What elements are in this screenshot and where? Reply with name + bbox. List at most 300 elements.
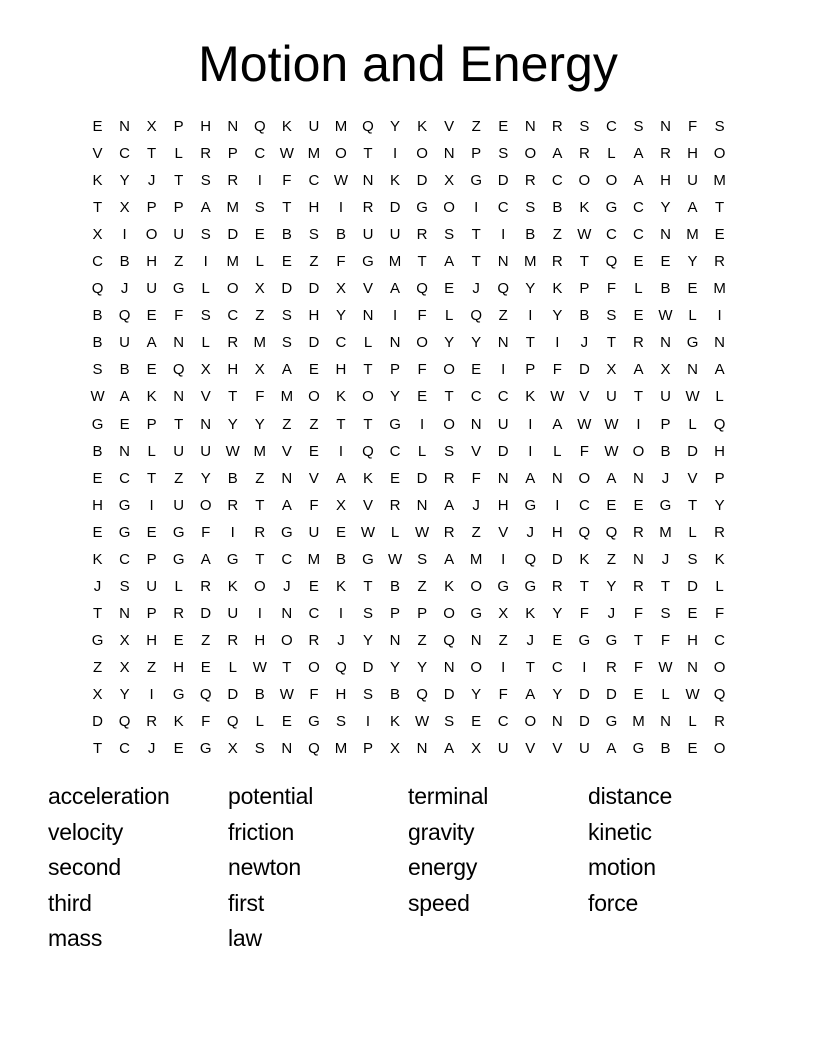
grid-letter: N xyxy=(470,631,482,649)
grid-letter: H xyxy=(687,145,698,163)
grid-letter: R xyxy=(227,334,239,352)
grid-letter: E xyxy=(714,226,725,244)
grid-letter: P xyxy=(146,199,157,217)
grid-letter: E xyxy=(390,469,401,487)
grid-letter: Z xyxy=(552,226,562,244)
grid-letter: G xyxy=(605,631,618,649)
word-list-item: second xyxy=(48,854,121,880)
word-list-item: kinetic xyxy=(588,818,652,845)
grid-letter: I xyxy=(528,307,533,325)
grid-letter: L xyxy=(363,334,373,352)
grid-letter: G xyxy=(172,550,185,568)
grid-letter: T xyxy=(282,658,292,676)
grid-letter: N xyxy=(281,469,293,487)
word-list-item: velocity xyxy=(48,818,124,845)
grid-letter: N xyxy=(687,361,698,379)
grid-letter: T xyxy=(92,740,103,758)
grid-letter: L xyxy=(444,307,454,325)
grid-letter: R xyxy=(551,118,563,136)
grid-letter: F xyxy=(174,307,184,325)
grid-letter: X xyxy=(498,604,509,622)
grid-letter: X xyxy=(335,280,346,298)
grid-letter: I xyxy=(501,226,506,244)
grid-letter: E xyxy=(308,577,319,595)
grid-letter: M xyxy=(524,253,537,271)
grid-letter: U xyxy=(605,388,617,406)
grid-letter: A xyxy=(119,388,130,406)
grid-letter: I xyxy=(203,253,208,271)
grid-letter: I xyxy=(338,442,344,460)
grid-letter: I xyxy=(338,604,344,622)
word-list-item: energy xyxy=(408,854,478,880)
grid-letter: V xyxy=(471,442,482,460)
grid-letter: V xyxy=(92,145,103,163)
grid-letter: X xyxy=(119,631,130,649)
grid-letter: N xyxy=(200,415,212,433)
grid-letter: Y xyxy=(390,118,401,136)
grid-letter: L xyxy=(255,713,264,731)
grid-letter: U xyxy=(389,226,401,244)
grid-letter: L xyxy=(255,253,264,271)
grid-letter: L xyxy=(688,415,697,433)
grid-letter: D xyxy=(389,199,401,217)
grid-letter: H xyxy=(308,307,320,325)
grid-letter: N xyxy=(281,740,293,758)
grid-letter: C xyxy=(281,550,293,568)
grid-letter: Y xyxy=(714,496,725,514)
grid-letter: S xyxy=(200,307,211,325)
grid-letter: O xyxy=(632,442,645,460)
grid-letter: E xyxy=(254,226,265,244)
grid-letter: D xyxy=(308,280,320,298)
grid-letter: M xyxy=(469,550,483,568)
grid-letter: T xyxy=(255,496,265,514)
grid-letter: B xyxy=(254,686,265,703)
grid-letter: P xyxy=(660,415,671,433)
grid-letter: U xyxy=(660,388,671,406)
grid-letter: F xyxy=(687,118,698,136)
grid-letter: E xyxy=(552,631,563,649)
grid-letter: J xyxy=(147,172,156,190)
grid-letter: E xyxy=(606,496,617,514)
grid-letter: R xyxy=(227,496,239,514)
grid-letter: G xyxy=(91,631,104,649)
grid-letter: Y xyxy=(390,388,401,406)
grid-letter: B xyxy=(335,550,346,568)
grid-letter: F xyxy=(633,604,644,622)
grid-letter: D xyxy=(551,550,563,568)
grid-letter: Y xyxy=(417,658,428,676)
grid-letter: E xyxy=(633,307,644,325)
grid-letter: S xyxy=(200,172,211,190)
grid-letter: W xyxy=(415,713,430,731)
grid-letter: Y xyxy=(687,253,698,271)
grid-letter: L xyxy=(715,388,724,406)
word-search-grid xyxy=(84,113,733,762)
grid-letter: M xyxy=(226,199,239,217)
grid-letter: X xyxy=(119,658,130,676)
grid-letter: Y xyxy=(471,334,482,352)
grid-letter: K xyxy=(525,388,536,406)
grid-letter: R xyxy=(227,631,239,649)
grid-letter: R xyxy=(389,496,401,514)
grid-letter: O xyxy=(281,631,293,649)
grid-letter: H xyxy=(146,631,158,649)
grid-letter: Y xyxy=(444,334,455,352)
grid-letter: U xyxy=(173,442,185,460)
grid-letter: C xyxy=(335,334,347,352)
grid-letter: Q xyxy=(253,118,266,136)
grid-letter: E xyxy=(633,496,644,514)
grid-letter: T xyxy=(579,577,589,595)
grid-letter: Q xyxy=(308,740,320,758)
grid-letter: I xyxy=(230,523,235,541)
grid-letter: E xyxy=(146,523,157,541)
grid-letter: C xyxy=(551,172,563,190)
grid-letter: C xyxy=(605,226,617,244)
grid-letter: G xyxy=(632,740,645,758)
grid-letter: S xyxy=(281,334,292,352)
grid-letter: U xyxy=(497,415,509,433)
grid-letter: Y xyxy=(254,415,265,433)
grid-letter: E xyxy=(173,740,184,758)
grid-letter: N xyxy=(633,550,644,568)
grid-letter: A xyxy=(281,361,292,379)
grid-letter: T xyxy=(228,388,238,406)
grid-letter: W xyxy=(387,550,403,568)
grid-letter: Q xyxy=(335,658,347,676)
grid-letter: D xyxy=(227,226,239,244)
grid-letter: O xyxy=(308,388,320,406)
grid-letter: U xyxy=(308,523,320,541)
grid-letter: N xyxy=(497,469,509,487)
grid-letter: G xyxy=(578,631,591,649)
grid-letter: N xyxy=(416,496,428,514)
grid-letter: E xyxy=(471,361,482,379)
grid-letter: Q xyxy=(497,280,510,298)
grid-letter: V xyxy=(200,388,211,406)
grid-letter: E xyxy=(335,523,346,541)
grid-letter: F xyxy=(715,604,725,622)
grid-letter: H xyxy=(660,172,671,190)
grid-letter: Q xyxy=(470,307,483,325)
grid-letter: A xyxy=(444,550,455,568)
grid-letter: W xyxy=(279,145,294,163)
grid-letter: N xyxy=(362,172,374,190)
grid-letter: I xyxy=(501,550,506,568)
grid-letter: C xyxy=(227,307,239,325)
grid-letter: D xyxy=(578,361,590,379)
grid-letter: S xyxy=(119,577,130,595)
grid-letter: E xyxy=(308,361,319,379)
grid-letter: B xyxy=(227,469,238,487)
grid-letter: D xyxy=(200,604,212,622)
word-list-item: force xyxy=(588,889,639,916)
grid-letter: D xyxy=(605,686,617,703)
grid-letter: S xyxy=(281,307,292,325)
grid-letter: G xyxy=(308,713,320,731)
grid-letter: E xyxy=(633,686,644,703)
grid-letter: K xyxy=(579,199,590,217)
grid-letter: X xyxy=(660,361,671,379)
grid-letter: F xyxy=(498,686,508,703)
grid-letter: L xyxy=(147,442,156,460)
grid-letter: W xyxy=(279,686,294,703)
grid-letter: W xyxy=(685,686,700,703)
grid-letter: G xyxy=(470,172,483,190)
grid-letter: O xyxy=(443,415,455,433)
grid-letter: M xyxy=(659,523,672,541)
grid-letter: N xyxy=(173,334,185,352)
grid-letter: W xyxy=(252,658,267,676)
grid-letter: L xyxy=(174,577,183,595)
grid-letter: H xyxy=(335,361,347,379)
grid-letter: N xyxy=(660,118,671,136)
grid-letter: W xyxy=(604,442,619,460)
grid-letter: R xyxy=(551,577,563,595)
grid-letter: F xyxy=(660,631,671,649)
grid-letter: E xyxy=(308,442,319,460)
grid-letter: B xyxy=(92,307,103,325)
grid-letter: J xyxy=(472,280,480,298)
grid-letter: F xyxy=(255,388,265,406)
grid-letter: R xyxy=(633,523,644,541)
grid-letter: P xyxy=(417,604,428,622)
grid-letter: M xyxy=(632,713,645,731)
grid-letter: Z xyxy=(417,577,427,595)
grid-letter: R xyxy=(227,172,239,190)
grid-letter: R xyxy=(200,577,212,595)
grid-letter: P xyxy=(390,361,401,379)
grid-letter: Q xyxy=(524,550,537,568)
grid-letter: E xyxy=(146,307,157,325)
grid-letter: D xyxy=(578,686,590,703)
grid-letter: X xyxy=(471,740,482,758)
word-list xyxy=(48,780,768,958)
grid-letter: E xyxy=(687,280,698,298)
grid-letter: B xyxy=(119,361,130,379)
grid-letter: I xyxy=(257,604,262,622)
grid-letter: M xyxy=(253,442,267,460)
grid-letter: P xyxy=(146,415,157,433)
grid-letter: I xyxy=(257,172,262,190)
grid-letter: V xyxy=(498,523,509,541)
grid-letter: T xyxy=(336,415,346,433)
grid-letter: Y xyxy=(525,280,536,298)
grid-letter: F xyxy=(336,253,346,271)
grid-letter: B xyxy=(525,226,536,244)
grid-letter: S xyxy=(335,713,346,731)
grid-letter: R xyxy=(578,145,590,163)
grid-letter: K xyxy=(281,118,292,136)
grid-letter: C xyxy=(308,172,320,190)
word-list-item: newton xyxy=(228,854,301,880)
grid-letter: P xyxy=(471,145,482,163)
grid-letter: H xyxy=(146,253,158,271)
grid-letter: S xyxy=(633,118,644,136)
grid-letter: Z xyxy=(174,469,184,487)
grid-letter: U xyxy=(227,604,239,622)
grid-letter: T xyxy=(174,172,184,190)
grid-letter: C xyxy=(578,496,590,514)
grid-letter: O xyxy=(443,199,455,217)
grid-letter: B xyxy=(92,442,103,460)
grid-letter: G xyxy=(281,523,293,541)
grid-letter: D xyxy=(92,713,103,731)
grid-letter: Z xyxy=(255,307,265,325)
grid-letter: S xyxy=(444,713,455,731)
grid-letter: Y xyxy=(606,577,617,595)
grid-letter: G xyxy=(497,577,510,595)
grid-letter: K xyxy=(525,604,536,622)
grid-letter: X xyxy=(390,740,401,758)
grid-letter: J xyxy=(472,496,480,514)
grid-letter: C xyxy=(119,740,130,758)
grid-letter: N xyxy=(119,604,130,622)
grid-letter: B xyxy=(335,226,346,244)
grid-letter: B xyxy=(660,740,671,758)
grid-letter: T xyxy=(471,253,481,271)
grid-letter: C xyxy=(119,550,130,568)
grid-letter: L xyxy=(634,280,643,298)
grid-letter: F xyxy=(471,469,481,487)
grid-letter: C xyxy=(551,658,563,676)
grid-letter: S xyxy=(362,604,373,622)
grid-letter: Z xyxy=(309,253,319,271)
word-list-item: motion xyxy=(588,854,656,880)
grid-letter: Y xyxy=(119,172,130,190)
grid-letter: R xyxy=(362,199,374,217)
grid-letter: S xyxy=(417,550,428,568)
grid-letter: E xyxy=(471,713,482,731)
grid-letter: A xyxy=(525,686,536,703)
grid-letter: F xyxy=(201,523,211,541)
grid-letter: E xyxy=(281,713,292,731)
grid-letter: Q xyxy=(605,523,618,541)
grid-letter: T xyxy=(363,415,373,433)
grid-letter: N xyxy=(443,658,455,676)
grid-letter: C xyxy=(470,388,482,406)
grid-letter: A xyxy=(146,334,157,352)
grid-letter: U xyxy=(362,226,374,244)
grid-letter: X xyxy=(92,226,103,244)
grid-letter: Z xyxy=(309,415,319,433)
grid-letter: G xyxy=(524,577,537,595)
grid-letter: U xyxy=(146,577,158,595)
grid-letter: Q xyxy=(713,686,726,703)
grid-letter: C xyxy=(119,469,130,487)
grid-letter: J xyxy=(526,523,535,541)
grid-letter: D xyxy=(497,442,509,460)
grid-letter: E xyxy=(633,253,644,271)
grid-letter: L xyxy=(688,523,697,541)
grid-letter: E xyxy=(687,604,698,622)
grid-letter: J xyxy=(661,469,670,487)
grid-letter: T xyxy=(606,334,616,352)
grid-letter: J xyxy=(93,577,102,595)
grid-letter: Q xyxy=(226,713,239,731)
word-list-item: potential xyxy=(228,783,314,809)
grid-letter: N xyxy=(389,334,401,352)
grid-letter: K xyxy=(335,577,346,595)
grid-letter: J xyxy=(120,280,129,298)
grid-letter: A xyxy=(525,469,536,487)
grid-letter: C xyxy=(254,145,266,163)
grid-letter: I xyxy=(528,442,533,460)
grid-letter: S xyxy=(444,226,455,244)
grid-letter: E xyxy=(119,415,130,433)
grid-letter: H xyxy=(254,631,266,649)
grid-letter: H xyxy=(227,361,239,379)
word-list-item: law xyxy=(228,925,262,951)
grid-letter: V xyxy=(687,469,698,487)
grid-letter: U xyxy=(200,442,212,460)
grid-letter: Y xyxy=(552,307,563,325)
grid-letter: R xyxy=(633,577,644,595)
grid-letter: I xyxy=(149,496,154,514)
grid-letter: P xyxy=(362,740,373,758)
word-list-item: third xyxy=(48,889,92,916)
grid-letter: K xyxy=(92,550,103,568)
grid-letter: W xyxy=(225,442,240,460)
grid-letter: N xyxy=(173,388,185,406)
grid-letter: Y xyxy=(200,469,211,487)
grid-letter: S xyxy=(308,226,319,244)
grid-letter: N xyxy=(714,334,726,352)
grid-letter: A xyxy=(687,199,698,217)
word-list-item: gravity xyxy=(408,818,475,845)
grid-letter: J xyxy=(337,631,345,649)
grid-letter: R xyxy=(714,713,726,731)
grid-letter: D xyxy=(687,442,698,460)
grid-letter: R xyxy=(660,145,671,163)
grid-letter: O xyxy=(308,658,320,676)
grid-letter: T xyxy=(525,334,535,352)
grid-letter: U xyxy=(578,740,590,758)
grid-letter: D xyxy=(687,577,698,595)
grid-letter: P xyxy=(227,145,238,163)
grid-letter: C xyxy=(308,604,320,622)
grid-letter: O xyxy=(524,713,537,731)
grid-letter: B xyxy=(92,334,103,352)
grid-letter: B xyxy=(390,686,401,703)
grid-letter: X xyxy=(119,199,130,217)
grid-letter: A xyxy=(444,496,455,514)
grid-letter: N xyxy=(281,604,293,622)
grid-letter: O xyxy=(713,740,726,758)
grid-letter: B xyxy=(579,307,590,325)
grid-letter: E xyxy=(146,361,157,379)
grid-letter: A xyxy=(714,361,725,379)
grid-letter: N xyxy=(633,469,644,487)
grid-letter: G xyxy=(605,713,618,731)
grid-letter: P xyxy=(579,280,590,298)
grid-letter: N xyxy=(660,334,671,352)
grid-letter: R xyxy=(416,226,428,244)
grid-letter: Y xyxy=(471,686,482,703)
grid-letter: Z xyxy=(606,550,616,568)
word-list-item: terminal xyxy=(408,783,489,809)
grid-letter: R xyxy=(443,523,455,541)
grid-letter: M xyxy=(307,550,321,568)
grid-letter: Q xyxy=(443,631,455,649)
grid-letter: K xyxy=(552,280,563,298)
grid-letter: F xyxy=(579,604,589,622)
grid-letter: S xyxy=(254,199,265,217)
grid-letter: G xyxy=(416,199,428,217)
grid-letter: L xyxy=(688,307,697,325)
grid-letter: G xyxy=(362,253,374,271)
